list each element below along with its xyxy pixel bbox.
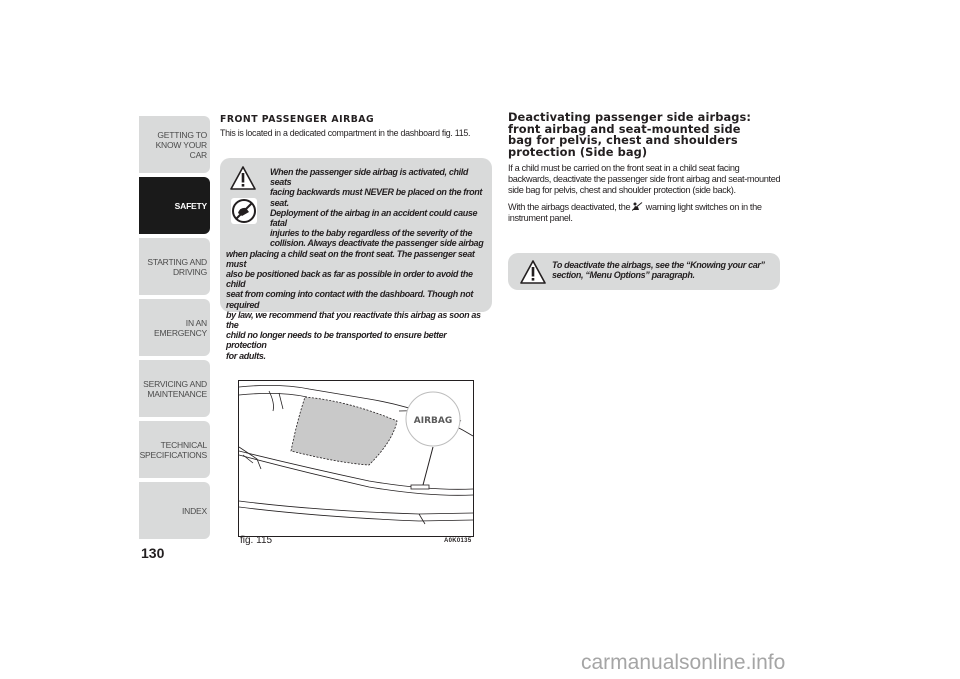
tab-label: IN AN EMERGENCY xyxy=(154,317,207,338)
heading-line: bag for pelvis, chest and shoulders xyxy=(508,133,738,147)
warning-text xyxy=(552,260,774,281)
warning-line: collision. Always deactivate the passenger side airbag xyxy=(270,238,484,249)
warning-line: child no longer needs to be transported to ensure better protection xyxy=(226,330,447,351)
subsection-heading xyxy=(508,112,783,158)
airbag-off-warning-icon xyxy=(632,202,643,211)
tab-label: TECHNICAL SPECIFICATIONS xyxy=(139,439,207,460)
tab-label: STARTING AND DRIVING xyxy=(147,256,207,277)
tab-label: SERVICING AND MAINTENANCE xyxy=(143,378,207,399)
tab-starting-and-driving[interactable] xyxy=(139,238,210,295)
section-heading: FRONT PASSENGER AIRBAG xyxy=(220,114,375,125)
warning-line: for adults. xyxy=(226,350,266,361)
warning-line: seat from coming into contact with the dashboard. Though not required xyxy=(226,289,473,310)
warning-line: when placing a child seat on the front seat. The passenger seat must xyxy=(226,248,475,269)
intro-text: This is located in a dedicated compartment in the dashboard fig. 115. xyxy=(220,128,471,139)
right-column xyxy=(508,112,783,230)
warning-text xyxy=(226,167,488,361)
tab-in-an-emergency[interactable] xyxy=(139,299,210,356)
warning-line: facing backwards must NEVER be placed on the front seat. xyxy=(270,187,483,208)
tab-label: SAFETY xyxy=(174,200,207,211)
warning-line: To deactivate the airbags, see the “Knowing your car” xyxy=(552,260,765,270)
tab-index[interactable] xyxy=(139,482,210,539)
tab-label: INDEX xyxy=(182,505,207,516)
warning-box xyxy=(508,253,780,290)
warning-line: injuries to the baby regardless of the severity of the xyxy=(270,228,473,239)
airbag-label: AIRBAG xyxy=(413,416,453,426)
paragraph: If a child must be carried on the front seat in a child seat facing backwards, deactivate the passenger side front airbag and seat-mounted side bag for pelvis, chest and shoulder protection (side back). xyxy=(508,163,781,195)
warning-box xyxy=(220,158,492,361)
warning-line: by law, we recommend that you reactivate this airbag as soon as the xyxy=(226,309,481,331)
paragraph-text: warning light switches on in the instrument panel. xyxy=(508,202,762,223)
tab-getting-to-know-your-car[interactable] xyxy=(139,116,210,173)
paragraph xyxy=(508,202,783,224)
figure-code: A0K0135 xyxy=(444,538,472,544)
paragraph-text: With the airbags deactivated, the xyxy=(508,202,631,212)
dashboard-figure xyxy=(238,380,474,537)
figure-caption: fig. 115 xyxy=(240,535,273,546)
heading-line: Deactivating passenger side airbags: xyxy=(508,110,752,124)
watermark: carmanualsonline.info xyxy=(581,651,786,674)
warning-line: Deployment of the airbag in an accident could cause fatal xyxy=(270,207,478,229)
tab-safety[interactable] xyxy=(139,177,210,234)
left-column xyxy=(220,110,492,140)
warning-line: section, “Menu Options” paragraph. xyxy=(552,270,695,281)
warning-line: When the passenger side airbag is activated, child seats xyxy=(270,167,469,188)
tab-servicing-and-maintenance[interactable] xyxy=(139,360,210,417)
chapter-tabs xyxy=(139,116,210,543)
page-number: 130 xyxy=(141,545,165,561)
tab-technical-specifications[interactable] xyxy=(139,421,210,478)
heading-line: front airbag and seat-mounted side xyxy=(508,121,741,136)
heading-line: protection (Side bag) xyxy=(508,144,648,159)
warning-line: also be positioned back as far as possible in order to avoid the child xyxy=(226,269,473,290)
dashboard-illustration xyxy=(239,381,473,536)
warning-triangle-icon xyxy=(520,260,546,284)
tab-label: GETTING TO KNOW YOUR CAR xyxy=(155,129,207,160)
